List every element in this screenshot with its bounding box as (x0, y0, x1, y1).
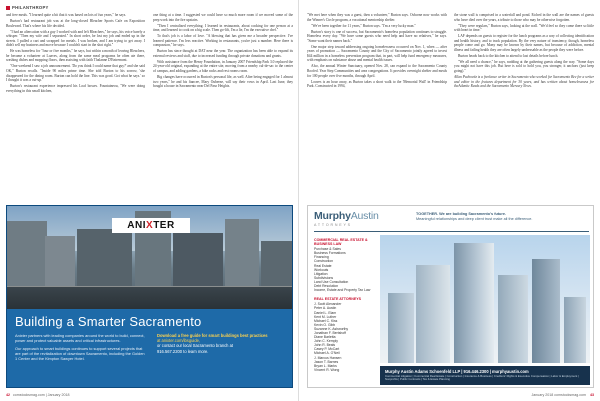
paragraph: Burton heads back to the kitchen to attend to last details before lunch. (458, 53, 559, 58)
anixter-headline: Building a Smarter Sacramento (15, 314, 202, 329)
paragraph: "One weekend I saw a job announcement. 'Do you think I could name that guy?' and she said OK," Burton recalls. "Inside 90 miles prime time. She told Burton to his sorrow, 'she disappeared for the dining room. Burton can hold the line. This was good. Got what he says.' so I thought it was a cut-up." (6, 64, 145, 83)
anixter-logo: ANIXTER (112, 218, 190, 233)
murphy-tagline: TOGETHER. We are building Sacramento's future. (416, 212, 507, 216)
list-item: Casey P. McCart (314, 347, 340, 352)
list-item: Peter A. Austin (314, 306, 337, 311)
list-item: Business Formations (314, 251, 346, 256)
list-item: Daniel L. Elam (314, 310, 337, 315)
right-folio-text: January 2018 comstocksmag.com (531, 393, 586, 397)
paragraph: "We've been together for 11 years," Burton says. "I'm a very lucky man." (311, 23, 416, 28)
section-tag-square-icon (6, 6, 10, 10)
list-item: Jonathan F. Bertshoff (314, 330, 346, 335)
paragraph: "Then I centralized everything. I learned in restaurants, about cooking for one person at a time, and learned to cook on a big scale. Then go-lift, I'm a lie, I'm the executive chef." (153, 23, 293, 33)
list-item: Litigation (314, 271, 328, 276)
paragraph: Burton has since thought at DAT near the year. The organization has been able to expand its external reviews and staff, due to increased funding through private donations and grants. (153, 49, 293, 58)
left-folio (6, 393, 69, 397)
anixter-cta-url[interactable]: at anixter.com/ibsguide, (157, 338, 201, 344)
paragraph: He was homeless for "four or five months," he says, but within a month of leaving Bleachers, he became a volunteer at Loaves, along from the same meal programs he often ate there, washing dishes and mopping floors, then assisting with faith Thalanne D'Entremont. (6, 49, 145, 63)
list-heading: REAL ESTATE ATTORNEYS (314, 297, 362, 302)
list-item: Income, Estate and Property Tax Law (314, 288, 371, 293)
paragraph: To that's job is a labor of love. "A blessing that has given me a broader perspective. I've learned patience. I'm less reactive. Working in restaurants, you're just a number. Here there is compassion," he says. (153, 34, 293, 48)
right-page-number: 43 (590, 393, 594, 397)
left-page (0, 0, 299, 401)
list-item: J. Scott Alexander (314, 302, 342, 307)
anixter-cta[interactable] (157, 333, 285, 354)
article-column-3 (307, 13, 447, 201)
paragraph: "We all need a chance," he says, nodding at the gathering guests along the way. "Some days you might not have this job. But here is sold to hold you, you stronger, it anchors (just keep going)." (454, 59, 594, 74)
murphy-austin-ad[interactable] (307, 205, 594, 388)
paragraph: the stone wall is comprised in a waterfall and pond. Etched in the wall are the names of guests who have died over the years, a tribute to those who may be otherwise forgotten. (454, 13, 594, 22)
paragraph: LAF depends on guests to register for the lunch programs as a way of collecting identification and health history, and to track population. By the very nature of transiency, though, homeless people come and go. Many may be known by their names, but because of addiction, mental illness and failing health they are often largely undressable as the people they were before. (454, 34, 594, 52)
list-item: J. Marcus Hansen (314, 355, 342, 360)
article-column-1 (6, 13, 145, 201)
section-tag (6, 5, 49, 10)
paragraph: Loaves is an hour away, as Burton takes a short walk to the 'Memorial Wall' in Friendship Park. Constructed in 1994, (307, 79, 447, 89)
list-item: Suzanne K. Ashworthy (314, 326, 349, 331)
paragraph: One major step toward addressing ongoing homelessness occurred on Nov. 1, when — after years of promotion — Sacramento County and the City of Sacramento jointly agreed to invest $44 million in a homeless prevention program that, in part, will help fund emergency measures, with emphasis on substance abuse and mental health issues. (307, 44, 447, 63)
anixter-body-paragraph: Anixter partners with leading companies around the world to build, connect, power and protect valuable assets and critical infrastructures. (15, 333, 145, 343)
list-item: Kent M. Luther (314, 314, 337, 319)
paragraph: Big changes have occurred in Burton's personal life, as well. After being engaged for 1 almost two years," he and his fiancee, Mary Ouberne, will say their vows in April. Last June, they bought a house in Sacramento near Del Paso Heights. (153, 75, 293, 89)
list-item: Subdivisions (314, 275, 334, 280)
list-item: Michael C. Kiss (314, 318, 338, 323)
list-item: Real Estate (314, 263, 332, 268)
list-item: Construction (314, 259, 334, 264)
list-item: Purchase & Sales (314, 247, 341, 252)
anixter-cta-lead: Download a free guide for smart buildings best practices (157, 333, 268, 338)
list-item: Kevin O. Gibb (314, 322, 336, 327)
divider (314, 231, 589, 232)
murphy-footer[interactable] (380, 366, 590, 385)
list-item: Vincent R. Wong (314, 367, 340, 372)
murphy-austin-logo-sub: ATTORNEYS (314, 223, 352, 227)
section-tag-label: PHILANTHROPY (12, 5, 49, 10)
article-column-2 (153, 13, 293, 201)
paragraph: "We met here when they was a guest, then a volunteer," Burton says. Osborne now works with the Winner's Circle program, a vocational mentorship shelter. (307, 13, 447, 22)
list-item: Debt Resolution (314, 284, 339, 289)
paragraph: Burton's had restaurant job was at the long-closed Bleacher Sports Cafe on Exposition Boulevard. That's where his life decided. (6, 19, 145, 28)
anixter-body-paragraph: Our approach to smart buildings continues to support several projects that are part of the revitalization of downtown Sacramento, including the Golden 1 Center and the Kimpton Sawyer Hotel. (15, 346, 145, 361)
anixter-cta-phone: 916.567.2200 to learn more. (157, 348, 209, 354)
list-item: Workouts (314, 267, 329, 272)
list-item: Financing (314, 255, 329, 260)
author-bio: Allan Pachovitz is a freelance writer in Sacramento who worked for Sacramento Bee for a writer and editor in the features department for 30 years, and has written about homelessness for theAtlantic Reads and the Sacramento Mercury News. (454, 75, 594, 89)
murphy-tagline-sub: Meaningful relationships and deep client trust make all the difference. (416, 216, 533, 221)
anixter-body (15, 333, 145, 364)
list-item: Jason T. Barnes (314, 359, 339, 364)
list-item: Michael A. O'Neil (314, 351, 340, 356)
right-page (301, 0, 600, 401)
list-item: Land Use Consultation (314, 279, 349, 284)
list-item: John R. Beals (314, 343, 336, 348)
left-page-number: 42 (6, 393, 10, 397)
paragraph: one thing at a time. I suggested we could have so much more room if we moved some of the prep work into the fire upstairs. (153, 13, 293, 22)
left-folio-text: comstocksmag.com | January 2018 (13, 393, 70, 397)
list-heading: COMMERCIAL REAL ESTATE & BUSINESS LAW (314, 238, 368, 247)
paragraph: Also, the annual Winter Sanctuary, opened Nov. 28, can expand to the Sacramento County Roofed. Year Step Communities and area congregations. It provides overnight shelter and meals for 100 people over five months, through April. (307, 64, 447, 78)
list-item: Diane Barletta (314, 335, 336, 340)
murphy-footer-contact[interactable]: Murphy Austin Adams Schoenfeld LLP | 916.446.2300 | murphyaustin.com (385, 369, 529, 374)
murphy-practice-list (314, 238, 376, 372)
paragraph: "They were regulars," Burton says, looking at the wall. "We'd feel so they come there so little with heart in time." (454, 23, 594, 33)
anixter-cta-tail: or contact our local Sacramento branch at (157, 343, 234, 349)
murphy-footer-practices: Commercial Litigation | Commercial Real Estate | Construction | Insurance & Business | Creditors' Rights & Executive Compensation | Labor & Employment | Nonprofits | Public Contracts | Tax & Estate Planning (385, 374, 579, 382)
anixter-ad[interactable] (6, 205, 293, 388)
paragraph: With assistance from the Henry Foundation, in January 2007 Friendship Park 3.0 replaced the 24-year-old original, expanding at the entire site, moving from a nearby cul-de-sac to the center of campus, and adding gardens, a bike racks and rest rooms room. (153, 59, 293, 74)
paragraph: Burton's story is one of success, but Sacramento's homeless population continues to struggle. Homeless every day. "We have some guests who need help and have no relatives," he says. "Some want their names back." (307, 29, 447, 43)
murphy-skyline-photo (380, 235, 590, 363)
list-item: John C. Kemply (314, 339, 338, 344)
article-column-4 (454, 13, 594, 201)
right-folio (531, 393, 594, 397)
list-item: Bryan L. Marks (314, 363, 337, 368)
paragraph: Burton's restaurant experience impressed his Loaf bosses. Fountaineou, "We were doing everything in this small kitchen, (6, 84, 145, 93)
murphy-austin-logo: MurphyAustin (314, 210, 379, 222)
paragraph: "I had an altercation with a guy I worked with and left Bleachers," he says, his voice barely a whisper. "Then my wife and I separated." In short order, he lost my job and ended up in the streets. I pulled a cart and scrapped for metals. I was broken, and I am trying to get away. I didn't sell my business and move because I couldn't start in the shot right." (6, 29, 145, 48)
paragraph: and free meals. "I learned quite a bit that it was based on lots of fun years," he says. (6, 13, 127, 17)
murphy-tagline-block (416, 212, 591, 222)
